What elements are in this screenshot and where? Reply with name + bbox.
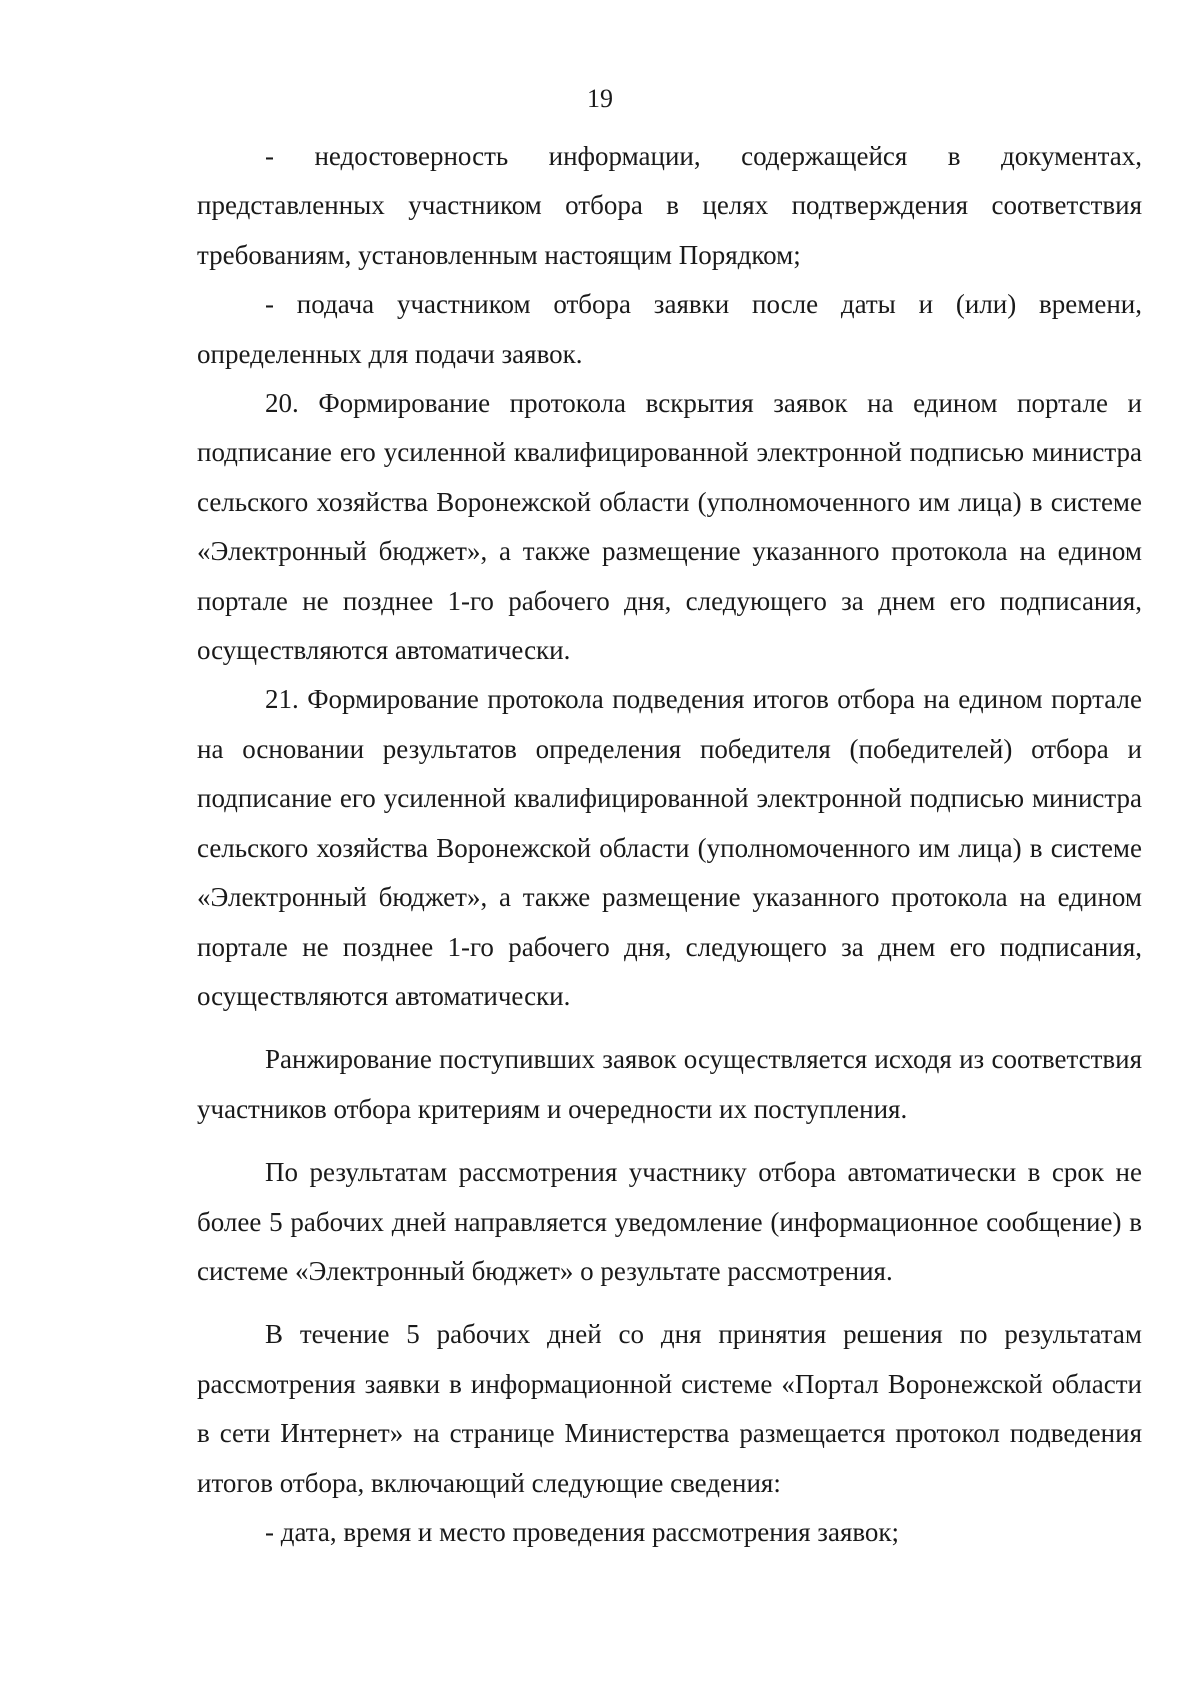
paragraph-unreliable-info: - недостоверность информации, содержащейся в документах, представленных участником отбора в целях подтверждения соответствия требованиям, установленным настоящим Порядком; [197,141,1142,270]
paragraph-protocol-publication: В течение 5 рабочих дней со дня принятия решения по результатам рассмотрения заявки в информационной системе «Портал Воронежской области в сети Интернет» на странице Министерства размещается протокол подведения итогов отбора, включающий следующие сведения: [197,1319,1142,1498]
document-body [197,132,1142,1557]
paragraph-date-time-place: - дата, время и место проведения рассмотрения заявок; [265,1516,900,1547]
paragraph-notification: По результатам рассмотрения участнику отбора автоматически в срок не более 5 рабочих дней направляется уведомление (информационное сообщение) в системе «Электронный бюджет» о результате рассмотрения. [197,1157,1142,1286]
paragraph-item-20: 20. Формирование протокола вскрытия заявок на едином портале и подписание его усиленной квалифицированной электронной подписью министра сельского хозяйства Воронежской области (уполномоченного им лица) в системе «Электронный бюджет», а также размещение указанного протокола на едином портале не позднее 1-го рабочего дня, следующего за днем его подписания, осуществляются автоматически. [197,388,1142,666]
page-number: 19 [587,84,613,113]
paragraph-ranking: Ранжирование поступивших заявок осуществляется исходя из соответствия участников отбора критериям и очередности их поступления. [197,1044,1142,1124]
paragraph-late-submission: - подача участником отбора заявки после даты и (или) времени, определенных для подачи заявок. [197,289,1142,369]
paragraph-item-21: 21. Формирование протокола подведения итогов отбора на едином портале на основании результатов определения победителя (победителей) отбора и подписание его усиленной квалифицированной электронной подписью министра сельского хозяйства Воронежской области (уполномоченного им лица) в системе «Электронный бюджет», а также размещение указанного протокола на едином портале не позднее 1-го рабочего дня, следующего за днем его подписания, осуществляются автоматически. [197,684,1142,1011]
